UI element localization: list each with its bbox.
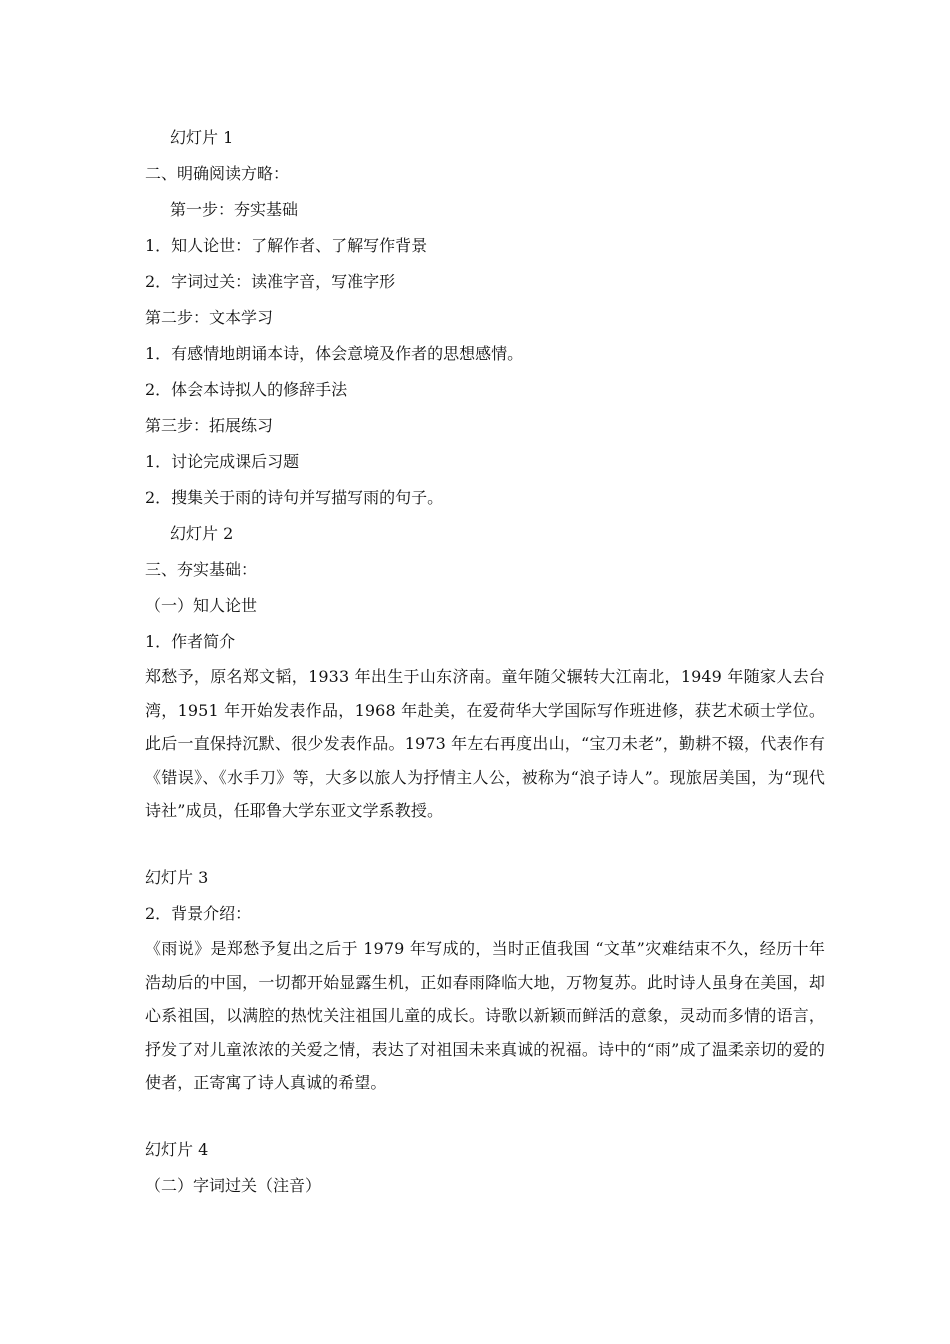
slide-label-3: 幻灯片 3 (145, 868, 209, 887)
slide-label-1: 幻灯片 1 (170, 128, 234, 147)
step-three-item-2: 2．搜集关于雨的诗句并写描写雨的句子。 (145, 488, 444, 507)
author-bio-paragraph: 郑愁予，原名郑文韬，1933 年出生于山东济南。童年随父辗转大江南北，1949 年随家人去台湾，1951 年开始发表作品，1968 年赴美，在爱荷华大学国际写作班进修，获艺术硕士学位。此后一直保持沉默、很少发表作品。1973 年左右再度出山，“宝刀未老”，勤耕不辍，代表作有《错误》、《水手刀》等，大多以旅人为抒情主人公，被称为“浪子诗人”。现旅居美国，为“现代诗社”成员，任耶鲁大学东亚文学系教授。 (145, 667, 825, 820)
step-one-item-1: 1．知人论世：了解作者、了解写作背景 (145, 236, 428, 255)
step-two-heading: 第二步：文本学习 (145, 308, 274, 327)
step-two-item-1: 1．有感情地朗诵本诗，体会意境及作者的思想感情。 (145, 344, 524, 363)
background-heading: 2．背景介绍： (145, 904, 252, 923)
section-heading-foundation: 三、夯实基础： (145, 560, 258, 579)
pronunciation-heading: （二）字词过关（注音） (145, 1176, 322, 1195)
slide-label-2: 幻灯片 2 (170, 524, 234, 543)
step-one-item-2: 2．字词过关：读准字音，写准字形 (145, 272, 396, 291)
step-two-item-2: 2．体会本诗拟人的修辞手法 (145, 380, 348, 399)
step-three-item-1: 1．讨论完成课后习题 (145, 452, 300, 471)
step-one-heading: 第一步：夯实基础 (170, 200, 299, 219)
background-paragraph: 《雨说》是郑愁予复出之后于 1979 年写成的，当时正值我国 “文革”灾难结束不久，经历十年浩劫后的中国，一切都开始显露生机，正如春雨降临大地，万物复苏。此时诗人虽身在美国，却心系祖国，以满腔的热忱关注祖国儿童的成长。诗歌以新颖而鲜活的意象，灵动而多情的语言，抒发了对儿童浓浓的关爱之情，表达了对祖国未来真诚的祝福。诗中的“雨”成了温柔亲切的爱的使者，正寄寓了诗人真诚的希望。 (145, 939, 825, 1092)
subsection-heading-author-context: （一）知人论世 (145, 596, 258, 615)
author-intro-heading: 1．作者简介 (145, 632, 236, 651)
slide-label-4: 幻灯片 4 (145, 1140, 209, 1159)
step-three-heading: 第三步：拓展练习 (145, 416, 274, 435)
section-heading-reading-strategy: 二、明确阅读方略： (145, 164, 290, 183)
